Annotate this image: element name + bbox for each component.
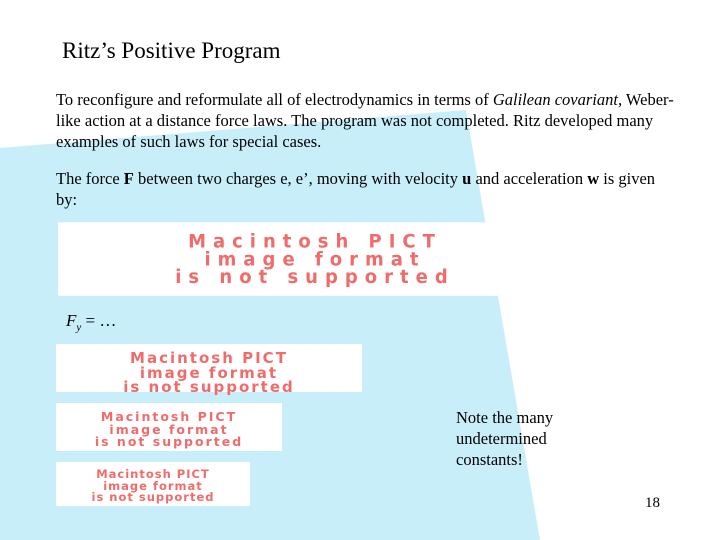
force-paragraph — [56, 168, 676, 210]
pict-line-1: Macintosh PICT — [130, 349, 288, 367]
pict-line-2: image format — [139, 363, 279, 382]
pict-line-1: Macintosh PICT — [96, 467, 210, 481]
intro-text-italic: Galilean covariant, — [492, 90, 623, 109]
pict-line-1: Macintosh PICT — [188, 230, 442, 253]
page-number: 18 — [645, 495, 660, 511]
force-symbol-F: F — [123, 169, 134, 188]
pict-placeholder-smallest — [56, 462, 250, 506]
velocity-symbol-u: u — [462, 169, 472, 188]
acceleration-symbol-w: w — [587, 169, 600, 188]
pict-line-3: is not supported — [123, 378, 295, 396]
pict-line-1: Macintosh PICT — [100, 409, 238, 424]
force-formula — [66, 311, 116, 333]
formula-rest: = … — [81, 311, 117, 330]
intro-text-1: To reconfigure and reformulate all of electrodynamics in terms of — [56, 90, 493, 109]
force-text-3: and acceleration — [471, 169, 588, 188]
pict-placeholder-large — [58, 222, 572, 296]
formula-subscript: y — [76, 321, 82, 334]
pict-line-3: is not supported — [91, 490, 215, 504]
pict-line-2: image format — [204, 248, 426, 271]
slide-title: Ritz’s Positive Program — [62, 38, 281, 63]
pict-line-3: is not supported — [94, 434, 244, 449]
force-text-4: is given by: — [56, 169, 656, 209]
force-text-2: between two charges e, e’, moving with velocity — [133, 169, 463, 188]
constants-note: Note the many undetermined constants! — [456, 408, 554, 469]
pict-line-2: image format — [109, 421, 229, 437]
formula-F: F — [66, 311, 77, 330]
pict-line-2: image format — [103, 478, 203, 493]
intro-paragraph — [56, 89, 676, 152]
intro-text-2: Weber-like action at a distance force laws. The program was not completed. Ritz developed many examples of such laws for special cases. — [56, 90, 674, 151]
pict-placeholder-medium — [56, 344, 362, 396]
pict-line-3: is not supported — [175, 266, 455, 289]
force-text-1: The force — [56, 169, 124, 188]
pict-placeholder-small — [56, 403, 282, 451]
